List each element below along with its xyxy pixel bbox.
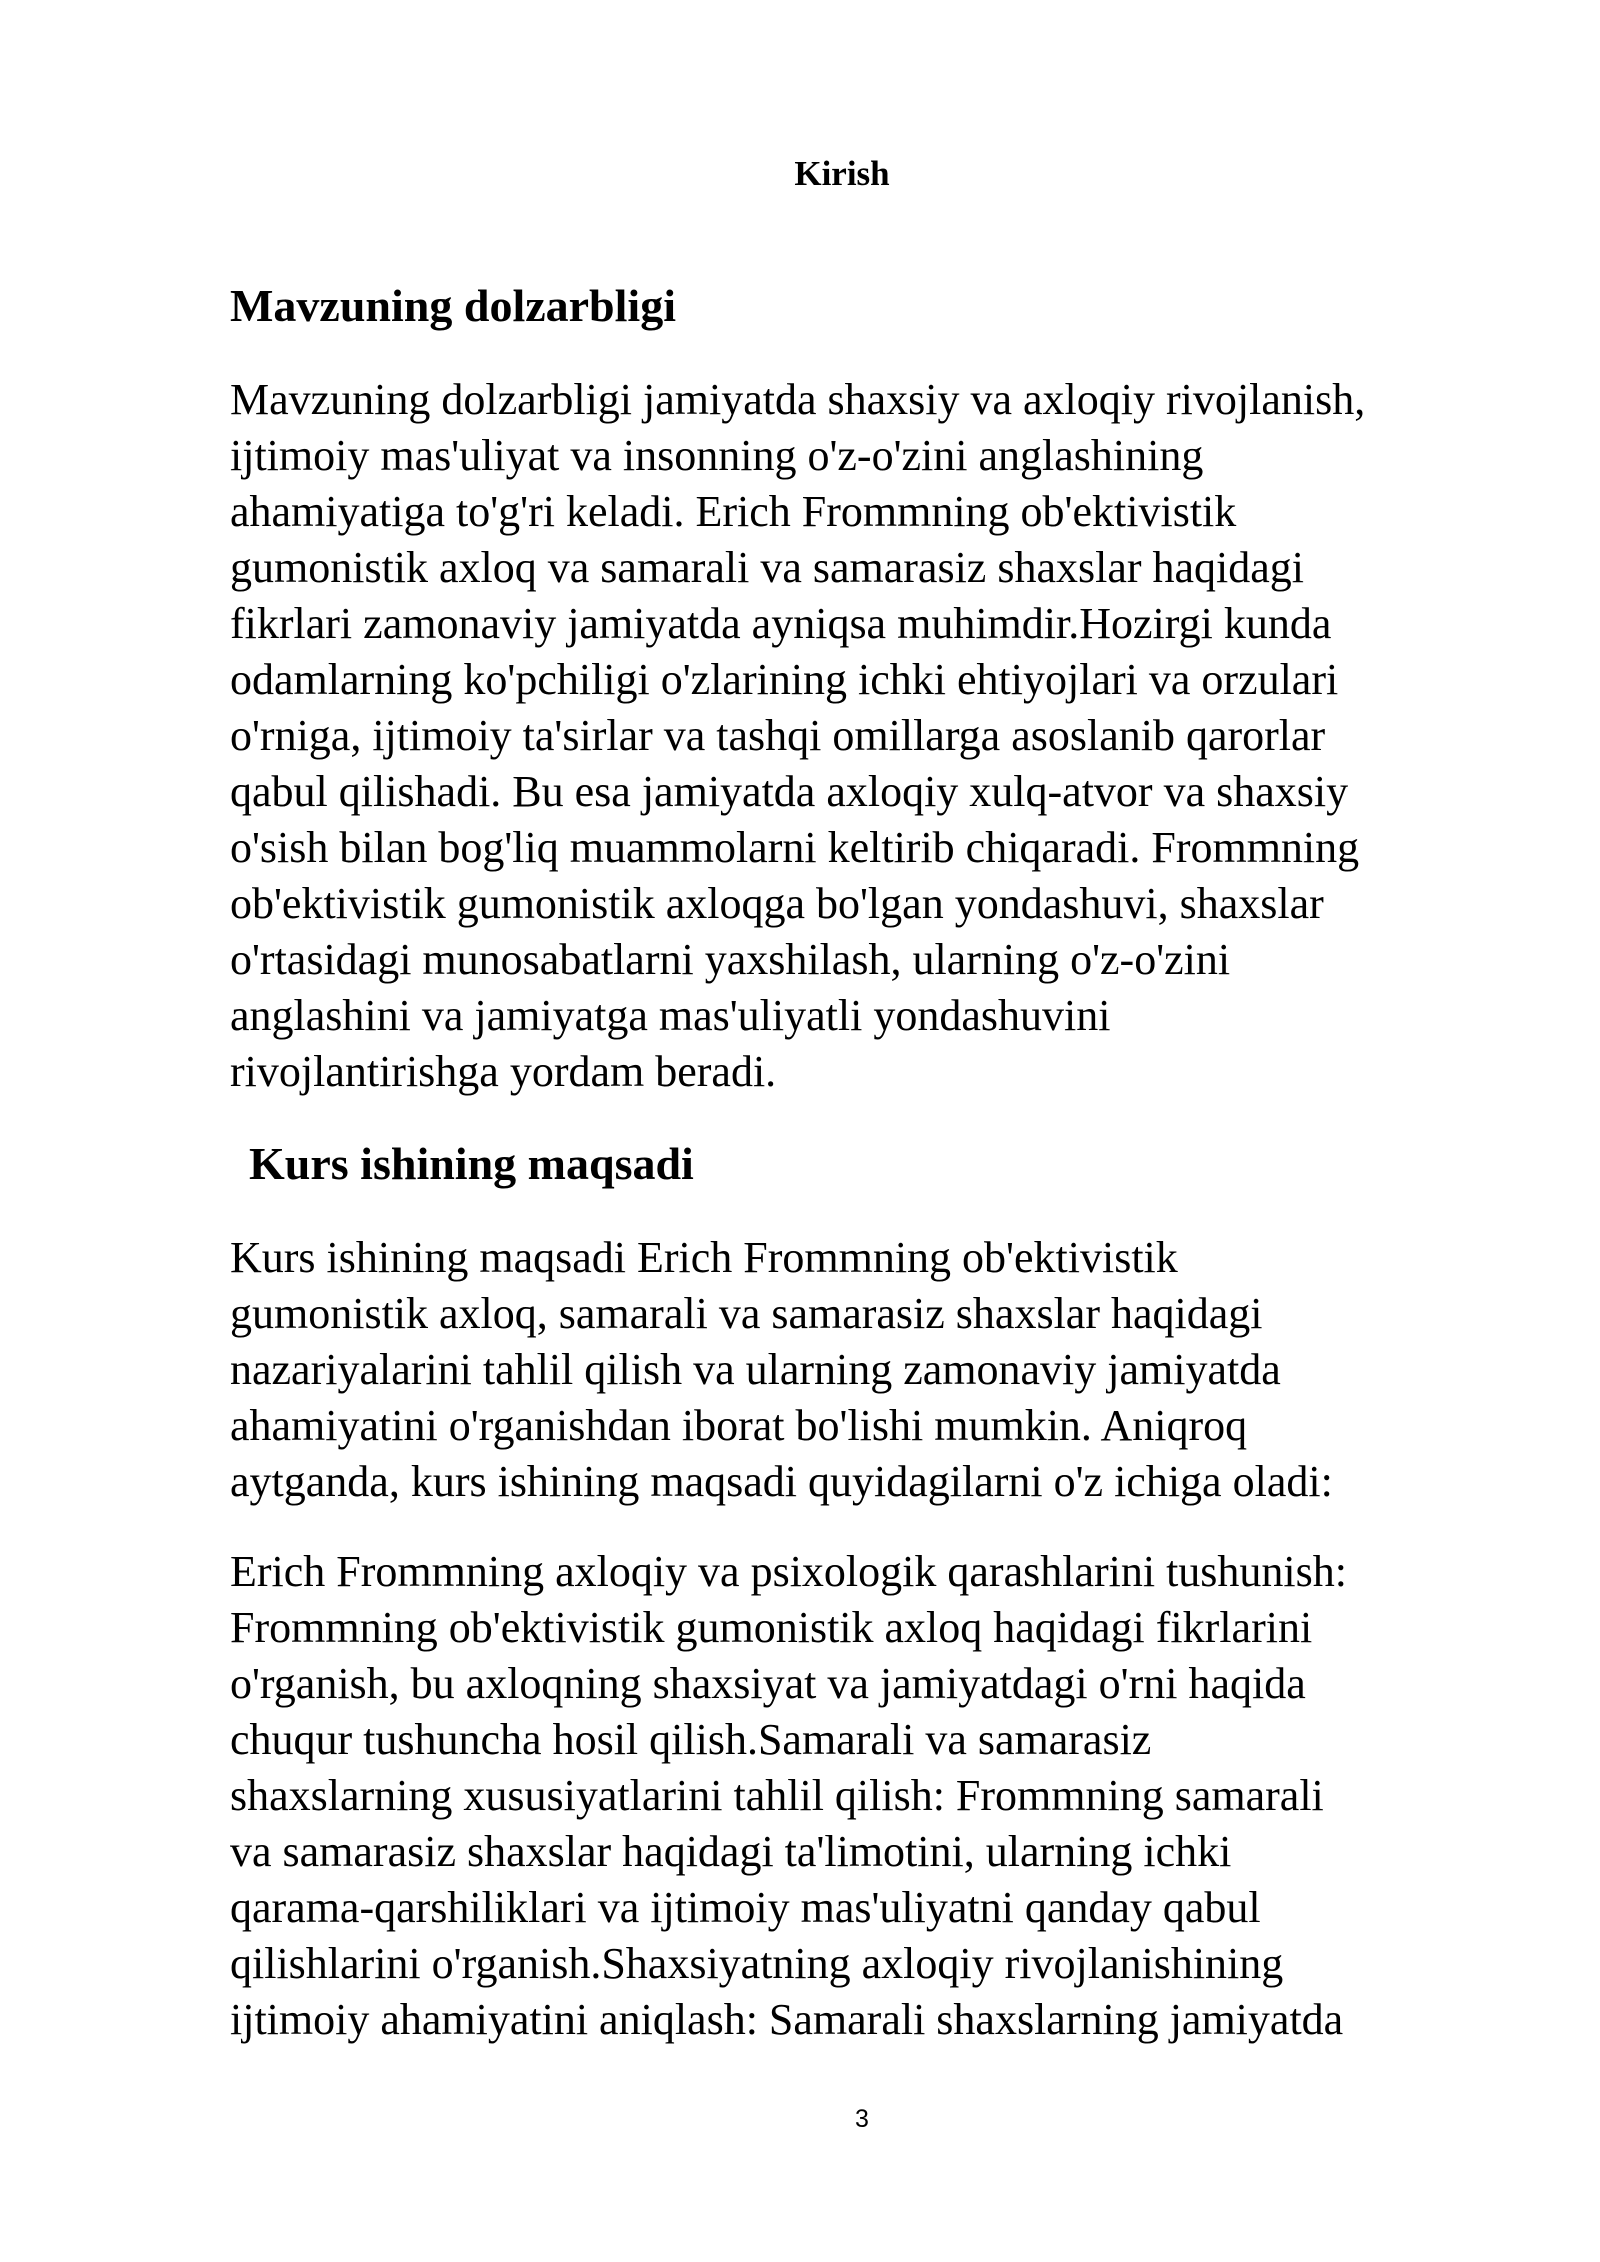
text-line: nazariyalarini tahlil qilish va ularning zamonaviy jamiyatda (230, 1345, 1281, 1394)
paragraph-goal-details (230, 1544, 1520, 2048)
text-line: o'rniga, ijtimoiy ta'sirlar va tashqi omillarga asoslanib qarorlar (230, 711, 1326, 760)
section-heading-goal: Kurs ishining maqsadi (249, 1138, 694, 1189)
text-line: Erich Frommning axloqiy va psixologik qarashlarini tushunish: (230, 1547, 1347, 1596)
page-number: 3 (855, 2105, 869, 2133)
running-title: Kirish (794, 154, 890, 193)
text-line: Kurs ishining maqsadi Erich Frommning ob'ektivistik (230, 1233, 1178, 1282)
text-line: o'sish bilan bog'liq muammolarni keltirib chiqaradi. Frommning (230, 823, 1360, 872)
text-line: anglashini va jamiyatga mas'uliyatli yondashuvini (230, 991, 1111, 1040)
text-line: gumonistik axloq, samarali va samarasiz shaxslar haqidagi (230, 1289, 1263, 1338)
text-line: fikrlari zamonaviy jamiyatda ayniqsa muhimdir.Hozirgi kunda (230, 599, 1332, 648)
text-line: o'rtasidagi munosabatlarni yaxshilash, ularning o'z-o'zini (230, 935, 1231, 984)
text-line: ob'ektivistik gumonistik axloqga bo'lgan yondashuvi, shaxslar (230, 879, 1324, 928)
text-line: rivojlantirishga yordam beradi. (230, 1047, 777, 1096)
text-line: o'rganish, bu axloqning shaxsiyat va jamiyatdagi o'rni haqida (230, 1659, 1306, 1708)
paragraph-relevance (230, 372, 1520, 1100)
text-line: qilishlarini o'rganish.Shaxsiyatning axloqiy rivojlanishining (230, 1939, 1284, 1988)
section-heading-relevance: Mavzuning dolzarbligi (230, 280, 676, 331)
text-line: gumonistik axloq va samarali va samarasiz shaxslar haqidagi (230, 543, 1305, 592)
text-line: chuqur tushuncha hosil qilish.Samarali va samarasiz (230, 1715, 1152, 1764)
text-line: odamlarning ko'pchiligi o'zlarining ichki ehtiyojlari va orzulari (230, 655, 1339, 704)
text-line: ijtimoiy mas'uliyat va insonning o'z-o'zini anglashining (230, 431, 1204, 480)
paragraph-goal (230, 1230, 1520, 1510)
text-line: ijtimoiy ahamiyatini aniqlash: Samarali shaxslarning jamiyatda (230, 1995, 1344, 2044)
text-line: ahamiyatini o'rganishdan iborat bo'lishi mumkin. Aniqroq (230, 1401, 1248, 1450)
text-line: ahamiyatiga to'g'ri keladi. Erich Frommning ob'ektivistik (230, 487, 1237, 536)
text-line: Frommning ob'ektivistik gumonistik axloq haqidagi fikrlarini (230, 1603, 1313, 1652)
text-line: va samarasiz shaxslar haqidagi ta'limotini, ularning ichki (230, 1827, 1232, 1876)
text-line: qabul qilishadi. Bu esa jamiyatda axloqiy xulq-atvor va shaxsiy (230, 767, 1349, 816)
text-line: aytganda, kurs ishining maqsadi quyidagilarni o'z ichiga oladi: (230, 1457, 1333, 1506)
text-line: qarama-qarshiliklari va ijtimoiy mas'uliyatni qanday qabul (230, 1883, 1261, 1932)
text-line: shaxslarning xususiyatlarini tahlil qilish: Frommning samarali (230, 1771, 1324, 1820)
text-line: Mavzuning dolzarbligi jamiyatda shaxsiy va axloqiy rivojlanish, (230, 375, 1366, 424)
